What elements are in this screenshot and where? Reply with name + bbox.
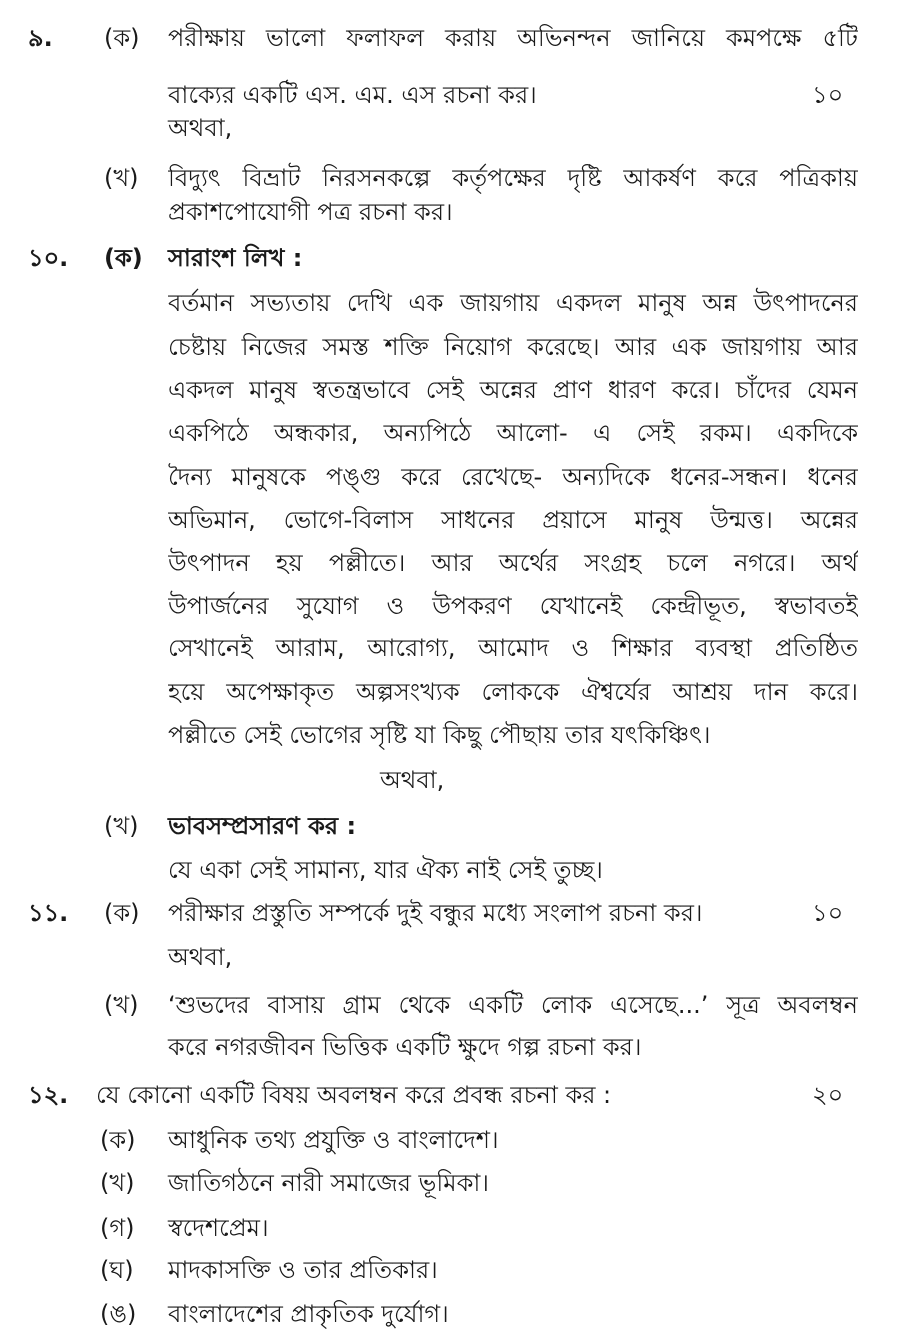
question-text: পরীক্ষার প্রস্তুতি সম্পর্কে দুই বন্ধুর মধ্যে সংলাপ রচনা কর। [168, 899, 703, 927]
option-label: (খ) [104, 991, 139, 1019]
question-text: ‘শুভদের বাসায় গ্রাম থেকে একটি লোক এসেছে...’ সূত্র অবলম্বন [168, 991, 858, 1019]
option-label: (গ) [100, 1214, 135, 1242]
option-label: (ক) [104, 244, 143, 272]
passage-line: পল্লীতে সেই ভোগের সৃষ্টি যা কিছু পৌছায় তার যৎকিঞ্চিৎ। [168, 721, 711, 749]
option-text: স্বদেশপ্রেম। [168, 1214, 269, 1242]
question-text: বিদ্যুৎ বিভ্রাট নিরসনকল্পে কর্তৃপক্ষের দৃষ্টি আকর্ষণ করে পত্রিকায় [168, 164, 858, 192]
option-label: (ক) [104, 899, 140, 927]
question-number: ১১. [28, 899, 69, 927]
passage-line: উপার্জনের সুযোগ ও উপকরণ যেখানেই কেন্দ্রীভূত, স্বভাবতই [168, 592, 858, 620]
question-text: প্রকাশপোযোগী পত্র রচনা কর। [168, 198, 453, 226]
marks: ২০ [812, 1081, 844, 1109]
option-text: মাদকাসক্তি ও তার প্রতিকার। [168, 1256, 438, 1284]
question-text: করে নগরজীবন ভিত্তিক একটি ক্ষুদে গল্প রচনা কর। [168, 1033, 642, 1061]
question-text: যে একা সেই সামান্য, যার ঐক্য নাই সেই তুচ্ছ। [168, 856, 603, 884]
question-text: যে কোনো একটি বিষয় অবলম্বন করে প্রবন্ধ রচনা কর : [96, 1081, 612, 1109]
passage-line: হয়ে অপেক্ষাকৃত অল্পসংখ্যক লোককে ঐশ্বর্যের আশ্রয় দান করে। [168, 678, 858, 706]
option-label: (খ) [104, 164, 139, 192]
option-label: (খ) [104, 812, 139, 840]
question-heading: সারাংশ লিখ : [168, 244, 303, 272]
question-text: পরীক্ষায় ভালো ফলাফল করায় অভিনন্দন জানিয়ে কমপক্ষে ৫টি [168, 24, 858, 52]
passage-line: চেষ্টায় নিজের সমস্ত শক্তি নিয়োগ করেছে। আর এক জায়গায় আর [168, 333, 858, 361]
passage-line: একপিঠে অন্ধকার, অন্যপিঠে আলো- এ সেই রকম। একদিকে [168, 419, 858, 447]
option-label: (ঙ) [100, 1300, 137, 1328]
passage-line: অভিমান, ভোগে-বিলাস সাধনের প্রয়াসে মানুষ উন্মত্ত। অন্নের [168, 506, 858, 534]
option-text: বাংলাদেশের প্রাকৃতিক দুর্যোগ। [168, 1300, 449, 1328]
or-text: অথবা, [168, 114, 233, 142]
passage-line: দৈন্য মানুষকে পঙ্গু করে রেখেছে- অন্যদিকে ধনের-সন্ধন। ধনের [168, 463, 858, 491]
question-number: ৯. [28, 24, 53, 52]
option-label: (ক) [104, 24, 140, 52]
passage-line: উৎপাদন হয় পল্লীতে। আর অর্থের সংগ্রহ চলে নগরে। অর্থ [168, 549, 858, 577]
question-number: ১০. [28, 244, 69, 272]
option-label: (খ) [100, 1169, 135, 1197]
passage-line: বর্তমান সভ্যতায় দেখি এক জায়গায় একদল মানুষ অন্ন উৎপাদনের [168, 289, 858, 317]
marks: ১০ [812, 81, 844, 109]
question-text: বাক্যের একটি এস. এম. এস রচনা কর। [168, 81, 537, 109]
passage-line: সেখানেই আরাম, আরোগ্য, আমোদ ও শিক্ষার ব্যবস্থা প্রতিষ্ঠিত [168, 634, 858, 662]
option-text: আধুনিক তথ্য প্রযুক্তি ও বাংলাদেশ। [168, 1126, 499, 1154]
option-text: জাতিগঠনে নারী সমাজের ভূমিকা। [168, 1169, 489, 1197]
question-heading: ভাবসম্প্রসারণ কর : [168, 812, 357, 840]
option-label: (ক) [100, 1126, 136, 1154]
passage-line: একদল মানুষ স্বতন্ত্রভাবে সেই অন্নের প্রাণ ধারণ করে। চাঁদের যেমন [168, 376, 858, 404]
option-label: (ঘ) [100, 1256, 134, 1284]
or-text: অথবা, [168, 943, 233, 971]
marks: ১০ [812, 899, 844, 927]
question-number: ১২. [28, 1081, 69, 1109]
or-text: অথবা, [380, 766, 445, 794]
